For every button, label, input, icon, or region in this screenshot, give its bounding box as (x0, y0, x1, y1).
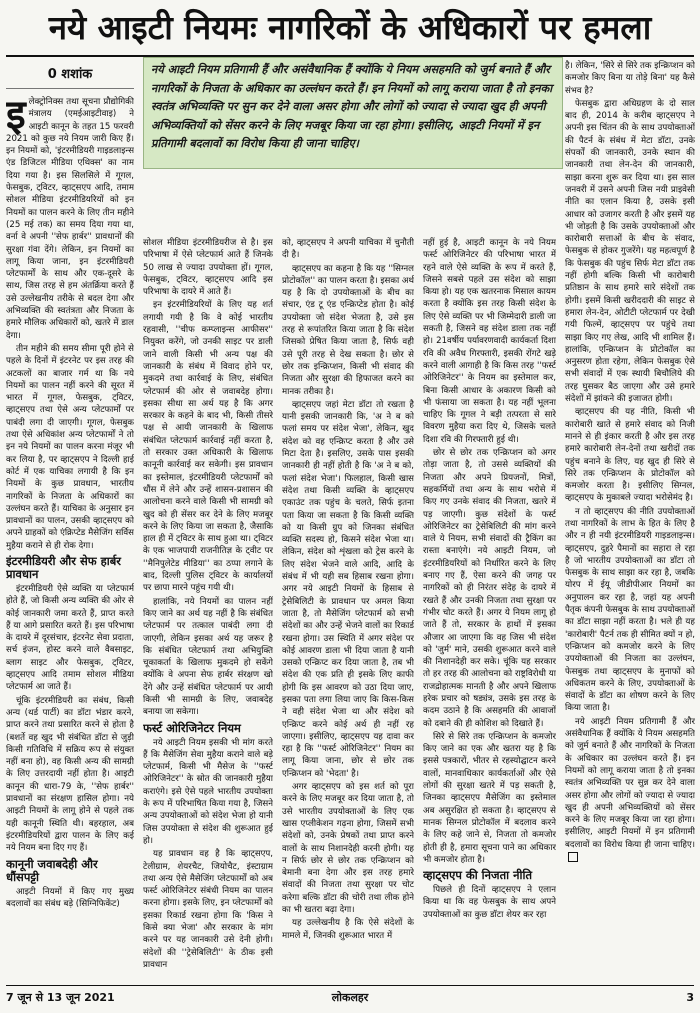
paragraph: न तो व्हाट्सएप की नीति उपयोक्ताओं तथा नागरिकों के लाभ के हित के लिए है और न ही नयी इंटरमीडियरी गाइडलाइन्स। व्हाट्सएप, दुहरे पैमानों का सहारा ले रहा है जो भारतीय उपयोक्ताओं का डॉटा तो फेसबुक के साथ साझा कर रहा है, जबकि योरप में ईयू जीडीपीआर नियमों का अनुपालन कर रहा है, जहां यह अपनी पैतृक कंपनी फेसबुक के साथ उपयोक्ताओं का डॉटा साझा नहीं करता है। भले ही यह 'कारोबारी' पैटर्न तक ही सीमित क्यों न हो, एन्क्रिप्शन को कमजोर करने के लिए उपयोक्ताओं की निजता का उल्लंघन, फेसबुक तथा व्हाट्सएप के मुनाफों को अधिकतम करने के लिए, उपयोक्ताओं के संवादों के डॉटा का शोषण करने के लिए किया जाता है। (565, 506, 695, 714)
article-column-5 (565, 60, 695, 982)
footer-paper-name: लोकलहर (331, 991, 369, 1004)
pullquote: नये आइटी नियम प्रतिगामी हैं और असंवैधानिक हैं क्योंकि ये नियम असहमति को जुर्म बनाते हैं और नागरिकों के निजता के अधिकार का उल्लंघन करते हैं। इन नियमों को लागू कराया जाता है तो इनका स्वतंत्र अभिव्यक्ति पर सुन कर देने वाला असर होगा और लोगों को ज्यादा से ज्यादा खुद ही अपनी अभिव्यक्तियों को सेंसर करने के लिए मजबूर किया जा रहा होगा। इसीलिए, आइटी नियमों में इन प्रतिगामी बदलावों का विरोध किया ही जाना चाहिए। (143, 57, 563, 169)
paragraph: तीन महीने की समय सीमा पूरी होने से पहले के दिनों में इंटरनेट पर इस तरह की अटकलों का बाजार गर्म था कि नये नियमों का पालन नहीं करने की सूरत में भारत में गूगल, फेसबुक, ट्विटर, व्हाट्सएप तथा ऐसे अन्य प्लेटफार्मों पर पाबंदी लगा दी जाएगी। गूगल, फेसबुक तथा ऐसे अधिकांश अन्य प्लेटफार्मों ने तो इन नये नियमों का पालन करना मंजूर भी कर लिया है, पर व्हाट्सएप ने दिल्ली हाई कोर्ट में एक याचिका लगायी है कि इन नियमों के कुछ प्रावधान, भारतीय नागरिकों के निजता के अधिकारों का उल्लंघन करते हैं। याचिका के अनुसार इन प्रावधानों का पालन, उसकी व्हाट्सएप को अपने ग्राहकों को एंक्रिप्टेड मैसेजिंग सर्विस मुहैया कराने से ही रोक देगा। (6, 343, 134, 551)
page-number: 3 (686, 991, 694, 1004)
paragraph: यह उल्लेखनीय है कि ऐसे संदेशों के मामले में, जिनकी शुरूआत भारत में (282, 918, 414, 941)
subheading: फर्स्ट ओरिजिनेटर नियम (143, 720, 241, 735)
subheading: कानूनी जवाबदेही और धौंसपट्टी (6, 856, 98, 884)
footer-date: 7 जून से 13 जून 2021 (6, 991, 115, 1004)
paragraph: हालांकि, नये नियमों का पालन नहीं किए जाने का अर्थ यह नहीं है कि संबंधित प्लेटफार्म पर तत्काल पाबंदी लगा दी जाएगी, लेकिन इसका अर्थ यह जरूर है कि संबंधित प्लेटफार्म तथा अभियुक्ति चूकाकर्ता के खिलाफ मुकदमे हो सकेंगे क्योंकि वे अपना सेफ हार्बर संरक्षण खो देंगे और उन्हें संबंधित प्लेटफार्म पर आयी किसी भी सामग्री के लिए, जवाबदेह बनाया जा सकेगा। (143, 596, 273, 718)
paragraph: छोर से छोर तक एन्क्रिप्शन को अगर तोड़ा जाता है, तो उससे व्यक्तियों की निजता और अपने प्रियजनों, मित्रों, सहकर्मियों तथा अन्य के साथ भरोसे में किए गए उनके संवाद की निजता, खतरे में पड़ जाएगी। कुछ संदेशों के फर्स्ट ओरिजिनेटर का ट्रेसेबिलिटी की मांग करने वाले ये नियम, सभी संवादों की ट्रैकिंग का रास्ता बनाएंगे। नये आइटी नियम, जो इंटरमीडियरियों को निर्धारित करने के लिए बनाए गए हैं, ऐसा करने की जगह पर नागरिकों को ही निरंतर संदेह के दायरे में रखते हैं और उनकी निजता तथा सुरक्षा पर गंभीर चोट करते हैं। अगर ये नियम लागू हो जाते हैं तो, सरकार के हाथों में इसका औजार आ जाएगा कि वह जिस भी संदेश को 'जुर्म' माने, उसकी शुरूआत करने वाले की निशानदेही कर सके। चूंकि यह सरकार तो हर तरह की आलोचना को राष्ट्रविरोधी या राजद्रोहात्मक मानती है और अपने खिलाफ हरेक प्रचार को षड्यंत्र, उसके इस तरह के कदम उठाने है कि असहमति की आवाजों को दबाने की ही कोशिश को दिखाते हैं। (423, 448, 556, 729)
subheading: इंटरमीडियरी और सेफ हार्बर प्रावधान (6, 553, 121, 581)
paragraph: यह प्रावधान वह है कि व्हाट्सएप, टेलीग्राम, शेयरचैट, जियोचैट, इंस्टाग्राम तथा अन्य ऐसे मैसेजिंग प्लेटफार्मों को अब फर्स्ट ओरिजिनेटर संबंधी नियम का पालन करना होगा। इसके लिए, इन प्लेटफार्मों को इसका रिकार्ड रखना होगा कि 'किस ने किसे क्या भेजा' और सरकार के मांग करने पर यह जानकारी उसे देनी होगी। संदेशों की ''ट्रेसेबिलिटी'' के ठीक इसी प्रावधान (143, 849, 273, 970)
paragraph: को, व्हाट्सएप ने अपनी याचिका में चुनौती दी है। (282, 238, 414, 261)
paragraph: सोशल मीडिया इंटरमीडियरीज से है। इस परिभाषा में ऐसे प्लेटफार्म आते हैं जिनके 50 लाख से ज्यादा उपयोक्ता हों। गूगल, फेसबुक, ट्विटर, व्हाट्सएप आदि इस परिभाषा के दायरे में आते हैं। (143, 238, 273, 298)
paragraph: फेसबुक द्वारा अधिग्रहण के दो साल बाद ही, 2014 के करीब व्हाट्सएप ने अपनी इस चिंतन की के साथ उपयोक्ताओं की पैटर्न के संबंध में मेटा डॉटा, उनके संपर्कों की जानकारी, उनके स्थान की जानकारी तथा लेन-देन की जानकारी, साझा करना शुरू कर दिया था। इस साल जनवरी में उसने अपनी जिस नयी प्राइवेसी नीति का एलान किया है, उसके इसी आधार को उजागर करती है और इसमें यह भी जोड़ती है कि उसके उपयोक्ताओं और कारोबारी सत्ताओं के बीच के संवाद, फेसबुक से होकर गुजरेंगे। यह महत्वपूर्ण है कि फेसबुक की पहुंच सिर्फ मेटा डॉटा तक नहीं होगी बल्कि किसी भी कारोबारी प्रतिष्ठान के साथ हमारे सारे संदेशों तक होगी। इसमें किसी खरीददारी की साइट से हमारा लेन-देन, ओटीटी प्लेटफार्म पर देखी गयी फिल्में, व्हाट्सएप पर पहुंचे तथा साझा किए गए लेख, आदि भी शामिल हैं। हालांकि, एन्क्रिप्शन के प्रोटोकॉल का अनुसरण होता रहेगा, लेकिन फेसबुक ऐसे सभी संवादों में एक स्थायी बिचौलिये की तरह घुसकर बैठ जाएगा और उसे हमारे संदेशों में झांकने की इजाजत होगी। (565, 98, 695, 405)
paragraph: सिरे से सिरे तक एन्क्रिप्शन के कमजोर किए जाने का एक और खतरा यह है कि इससे पत्रकारों, भीतर से रहस्योद्घाटन करने वालों, मानवाधिकार कार्यकर्ताओं और ऐसे लोगों की सुरक्षा खतरे में पड़ सकती है, जिनका व्हाट्सएप मैसेजिंग का इस्तेमाल अब असुरक्षित हो सकता है। व्हाट्सएप से मानक सिग्नल प्रोटोकॉल में बदलाव करने के लिए कहे जाने से, निजता तो कमजोर होती ही है, हमारा सूचना पाने का अधिकार भी कमजोर होता है। (423, 731, 556, 865)
article-column-3 (282, 237, 414, 982)
headline: नये आइटी नियमः नागरिकों के अधिकारों पर हमला (48, 8, 652, 47)
article-column-4 (423, 237, 556, 982)
paragraph: इंटरमीडियरी ऐसे व्यक्ति या प्लेटफार्म होते हैं, जो किसी अन्य व्यक्ति की ओर से कोई जानकारी जमा करते हैं, प्राप्त करते हैं या आगे प्रसारित करते हैं। इस परिभाषा के दायरे में दूरसंचार, इंटरनेट सेवा प्रदाता, सर्च इंजन, होस्ट करने वाले वैबसाइट, ब्लाग साइट और फेसबुक, ट्विटर, व्हाट्सएप आदि तमाम सोशल मीडिया प्लेटफार्म आ जाते हैं। (6, 583, 134, 693)
paragraph: व्हाट्सएप जहां मेटा डॉटा तो रखता है यानी इसकी जानकारी कि, 'अ ने ब को फलां समय पर संदेश भेजा', लेकिन, खुद संदेश को वह एन्क्रिप्ट करता है और उसे मिटा देता है। इसलिए, उसके पास इसकी जानकारी ही नहीं होती है कि 'अ ने ब को, फलां संदेश भेजा'। फिलहाल, किसी खास संदेश तथा किसी व्यक्ति के व्हाट्सएप एकाउंट तक पहुंच के चलते, सिर्फ इतना पता किया जा सकता है कि किसी व्यक्ति को या किसी ग्रुप को जिनका संबंधित व्यक्ति सदस्य हो, किसने संदेश भेजा था। लेकिन, संदेश को शृंखला को ट्रेस करने के लिए संदेश भेजने वाले आदि, आदि के संबंध में भी यही सब हिसाब रखना होगा। अगर नये आइटी नियमों के हिसाब से ट्रेसेबिलिटी के प्रावधान पर अमल किया जाता है, तो मैसेजिंग प्लेटफार्म को सभी संदेशों का और उन्हें भेजने वालों का रिकार्ड रखना होगा। उस स्थिति में अगर संदेश पर कोई आवरण डाला भी दिया जाता है यानी उसको एन्क्रिप्ट कर दिया जाता है, तब भी संदेश की एक प्रति ही इसके लिए काफी होगी कि इस आवरण को उठा दिया जाए, इसका पता लगा लिया जाए कि किस-किस ने वही संदेश भेजा था और संदेश को एन्क्रिप्ट करने कोई अर्थ ही नहीं रह जाएगा। इसीलिए, व्हाट्सएप यह दावा कर रहा है कि ''फर्स्ट ओरिजिनेटर'' नियम का लागू किया जाना, छोर से छोर तक एन्क्रिप्शन को 'भेदता' है। (282, 399, 414, 779)
paragraph: अगर व्हाट्सएप को इस शर्त को पूरा करने के लिए मजबूर कर दिया जाता है, तो उसे भारतीय उपयोक्ताओं के लिए एक खास एप्लीकेशन गढ़ना होगा, जिसमें सभी संदेशों को, उनके प्रेषकों तथा प्राप्त करने वालों के साथ निशानदेही करनी होगी। यह न सिर्फ छोर से छोर तक एन्क्रिप्शन को बेमानी बना देगा और इस तरह हमारे संवादों की निजता तथा सुरक्षा पर चोट करेगा बल्कि डॉटा की चोरी तथा लीक होने का भी खतरा बढ़ा देगा। (282, 782, 414, 916)
paragraph: पिछले ही दिनों व्हाट्सएप ने एलान किया था कि वह फेसबुक के साथ अपने उपयोक्ताओं का कुछ डॉटा शेयर कर रहा (423, 885, 556, 920)
dropcap: इ (6, 96, 26, 138)
subheading: व्हाट्सएप की निजता नीति (423, 868, 533, 883)
end-mark-icon (568, 852, 578, 862)
paragraph: व्हाट्सएप का कहना है कि यह ''सिग्नल प्रोटोकॉल'' का पालन करता है। इसका अर्थ यह है कि दो उपयोक्ताओं के बीच का संचार, एंड टू एंड एन्क्रिप्टेड होता है। कोई उपयोक्ता जो संदेश भेजता है, उसे इस तरह से रूपांतरित किया जाता है कि संदेश जिसको प्रेषित किया जाता है, सिर्फ वही उसे पूरी तरह से देख सकता है। छोर से छोर तक इन्क्रिप्शन, किसी भी संवाद की निजता और सुरक्षा की हिफाजत करने का मानक तरीका है। (282, 263, 414, 397)
paragraph: है। लेकिन, 'सिरे से सिरे तक इन्क्रिप्शन को कमजोर किए बिना या तोड़े बिना' यह कैसे संभव है? (565, 61, 695, 96)
byline: 0 शशांक (6, 62, 134, 89)
paragraph: नये आइटी नियम इसकी भी मांग करते हैं कि मैसेजिंग सेवा मुहैया कराने वाले बड़े प्लेटफार्म, किसी भी मैसेज के ''फर्स्ट ओरिजिनेटर'' के स्रोत की जानकारी मुहैया कराएंगे। इसे ऐसे पहले भारतीय उपयोक्ता के रूप में परिभाषित किया गया है, जिसने अन्य उपयोक्ताओं को संदेश भेजा हो यानी जिस उपयोक्ता से संदेश की शुरूआत हुई हो। (143, 737, 273, 846)
article-column-1 (6, 96, 134, 982)
paragraph: आइटी नियमों में किए गए मुख्य बदलावों का संबंध बड़े (सिग्निफिकेंट) (6, 886, 134, 909)
footer-rule (6, 985, 694, 986)
paragraph: नहीं हुई है, आइटी कानून के नये नियम फर्स्ट ओरिजिनेटर की परिभाषा भारत में रहने वाले ऐसे व्यक्ति के रूप में करते हैं, जिसने सबसे पहले उस संदेश को साझा किया हो। यह एक खतरनाक मिसाल कायम करता है क्योंकि इस तरह किसी संदेश के लिए ऐसे व्यक्ति पर भी जिम्मेदारी डाली जा सकती है, जिसने वह संदेश डाला तक नहीं हो। 21वर्षीय पर्यावरणवादी कार्यकर्ता दिशा रवि की अवैध गिरफ्तारी, इसकी रोंगटे खड़े करने वाली आगाही है कि किस तरह ''फर्स्ट ओरिजिनेटर'' के नियम का इस्तेमाल कर, बिना किसी आधार के अकारण किसी को भी फंसाया जा सकता है। यह नहीं भूलना चाहिए कि गूगल ने बड़ी तत्परता से सारे विवरण मुहैया करा दिए थे, जिसके चलते दिशा रवि की गिरफ्तारी हुई थी। (423, 238, 556, 445)
article-column-2 (143, 237, 273, 982)
paragraph: व्हाट्सएप की यह नीति, किसी भी कारोबारी खाते से हमारे संवाद को निजी मानने से ही इंकार करती है और इस तरह हमारे कारोबारी लेन-देनों तथा खरीदों तक पहुंच बनाने के लिए, यह खुद ही सिरे से सिरे तक एन्क्रिप्शन के प्रोटोकॉल को कमजोर करता है। इसीलिए सिग्नल, व्हाट्सएप के मुकाबले ज्यादा भरोसेमंद है। (565, 407, 695, 504)
paragraph: इन इंटरमीडियरियों के लिए यह शर्त लगायी गयी है कि वे कोई भारतीय रहवासी, ''चीफ कम्प्लाइन्स आफीसर'' नियुक्त करेंगे, जो उनकी साइट पर डाली जाने वाली किसी भी अन्य पक्ष की जानकारी के संबंध में विवाद होने पर, मुकदमे तथा कार्रवाई के लिए, संबंधित प्लेटफार्म की ओर से जवाबदेह होगा। इसका सीधा सा अर्थ यह है कि अगर सरकार के कहने के बाद भी, किसी तीसरे पक्ष से आयी जानकारी के खिलाफ संबंधित प्लेटफार्म कार्रवाई नहीं करता है, तो सरकार उक्त अधिकारी के खिलाफ कानूनी कार्रवाई कर सकेगी। इस प्रावधान का इस्तेमाल, इंटरमीडियरी प्लेटफार्मों को धौंस में लेने और उन्हें शासन-प्रशासन की आलोचना करने वाले किसी भी सामग्री को खुद को ही सेंसर कर देने के लिए मजबूर करने के लिए किया जा सकता है, जैसाकि हाल ही में ट्विटर के साथ हुआ था। ट्विटर के एक भाजपायी राजनीतिज्ञ के ट्वीट पर ''मैनिपुलेटेड मीडिया'' का ठप्पा लगाने के बाद, दिल्ली पुलिस ट्विटर के कार्यालयों पर छापा मारने पहुंच गयी थी। (143, 300, 273, 594)
paragraph: इलेक्ट्रोनिक्स तथा सूचना प्रौद्योगिकी मंत्रालय (एमईआइटीवाइ) ने आइटी कानून के तहत 15 फरवरी 2021 को कुछ नये नियम जारी किए हैं। इन नियमों को, 'इंटरमीडियरी गाइडलाइन्स एंड डिजिटल मीडिया एथिक्स' का नाम दिया गया है। इस सिलसिले में गूगल, फेसबुक, ट्विटर, व्हाट्सएप आदि, तमाम सोशल मीडिया इंटरमीडियरियों को इन नियमों का पालन करने के लिए तीन महीने (25 मई तक) का समय दिया गया था, वर्ना वे अपनी ''सेफ हार्बर'' प्रावधानों की सुरक्षा गंवा देंगे। लेकिन, इन नियमों का लागू किया जाना, इन इंटरमीडियरी प्लेटफार्मों के साथ और एक-दूसरे के साथ, जिस तरह से हम अंतर्क्रिया करते हैं उसे उल्लेखनीय तरीके से बदल देगा और अभिव्यक्ति की स्वतंत्रता और निजता के हमारे मौलिक अधिकारों को, खतरे में डाल देगा। (6, 96, 134, 341)
paragraph: चूंकि इंटरमीडियरी का संबंध, किसी अन्य (थर्ड पार्टी) का डॉटा भंडार करने, प्राप्त करने तथा प्रसारित करने से होता है (बशर्ते वह खुद भी संबंधित डॉटा से जुड़ी किसी गतिविधि में सक्रिय रूप से संयुक्त नहीं बना हो), वह किसी अन्य की सामग्री के लिए उत्तरदायी नहीं होता है। आइटी कानून की धारा-79 के, ''सेफ हार्बर'' प्रावधानों का संरक्षण हासिल होगा। नये आइटी नियमों के लागू होने से पहले तक यही कानूनी स्थिति थी। बहरहाल, अब इंटरमीडियरियों द्वारा पालन के लिए कई नये नियम बना दिए गए हैं। (6, 695, 134, 854)
paragraph: नये आइटी नियम प्रतिगामी हैं और असंवैधानिक हैं क्योंकि ये नियम असहमति को जुर्म बनाते हैं और नागरिकों के निजता के अधिकार का उल्लंघन करते हैं। इन नियमों को लागू कराया जाता है तो इनका स्वतंत्र अभिव्यक्ति पर सुन्न कर देने वाला असर होगा और लोगों को ज्यादा से ज्यादा खुद ही अपनी अभिव्यक्तियों को सेंसर करने के लिए मजबूर किया जा रहा होगा। इसीलिए, आइटी नियमों में इन प्रतिगामी बदलावों का विरोध किया ही जाना चाहिए। (565, 716, 695, 864)
